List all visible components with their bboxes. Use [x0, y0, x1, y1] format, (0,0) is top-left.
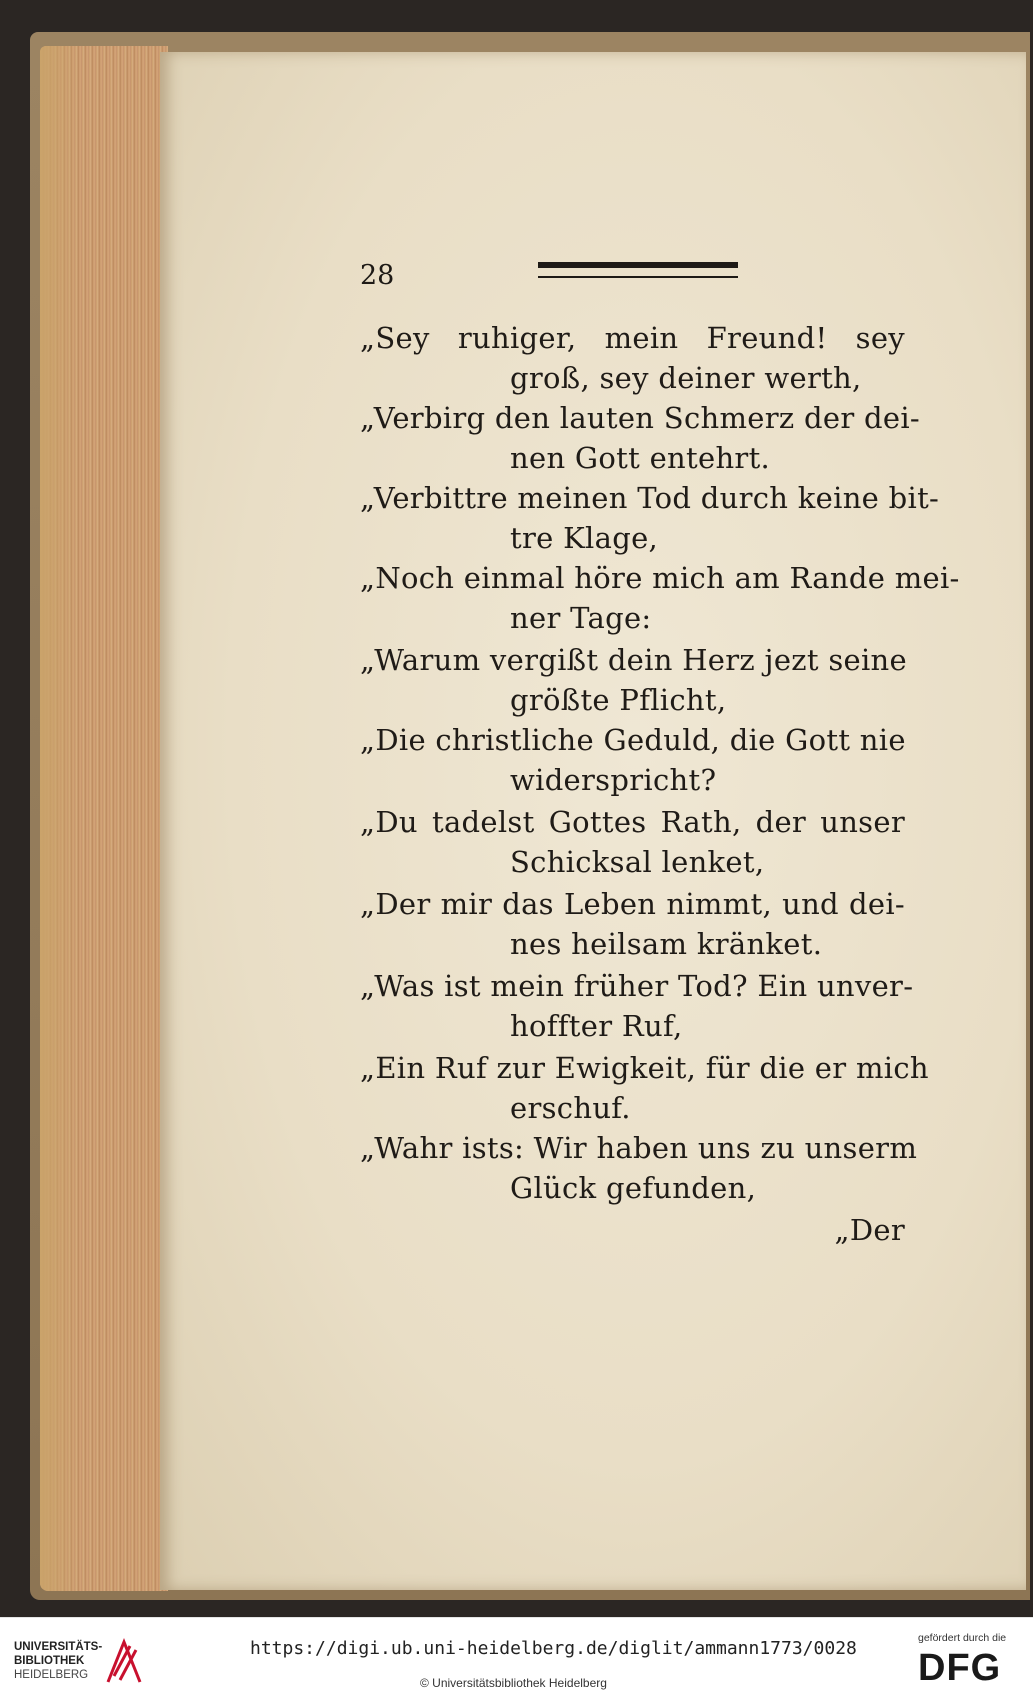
dfg-logo[interactable]: DFG [918, 1647, 1002, 1689]
text-line: tre Klage, [510, 521, 659, 555]
text-line: „Noch einmal höre mich am Rande mei- [360, 561, 960, 595]
permalink-url[interactable]: https://digi.ub.uni-heidelberg.de/diglit/ammann1773/0028 [250, 1638, 857, 1659]
header-rule-thick [538, 262, 738, 268]
library-logo-icon[interactable] [104, 1636, 144, 1686]
text-line: „Verbirg den lauten Schmerz der dei- [360, 401, 921, 435]
text-line: nen Gott entehrt. [510, 441, 771, 475]
catchword: „Der [834, 1213, 905, 1247]
text-line: „Der mir das Leben nimmt, und dei- [360, 887, 905, 921]
text-line: „Du tadelst Gottes Rath, der unser [360, 805, 905, 839]
text-line: „Verbittre meinen Tod durch keine bit- [360, 481, 940, 515]
funder-caption: gefördert durch die [918, 1632, 1007, 1644]
header-rule-thin [538, 276, 738, 278]
library-name-line3: HEIDELBERG [14, 1669, 89, 1681]
page-edges [40, 46, 168, 1591]
text-line: groß, sey deiner werth, [510, 361, 862, 395]
text-line: „Warum vergißt dein Herz jezt seine [360, 643, 907, 677]
text-line: „Sey ruhiger, mein Freund! sey [360, 321, 905, 355]
library-logo-text[interactable] [14, 1640, 102, 1682]
text-line: nes heilsam kränket. [510, 927, 823, 961]
text-line: „Ein Ruf zur Ewigkeit, für die er mich [360, 1051, 929, 1085]
text-line: „Die christliche Geduld, die Gott nie [360, 723, 906, 757]
text-line: widerspricht? [510, 763, 717, 797]
library-name-line2: BIBLIOTHEK [14, 1655, 85, 1667]
text-line: hoffter Ruf, [510, 1009, 683, 1043]
text-line: „Wahr ists: Wir haben uns zu unserm [360, 1131, 918, 1165]
text-line: ner Tage: [510, 601, 652, 635]
text-line: größte Pflicht, [510, 683, 727, 717]
library-name-line1: UNIVERSITÄTS- [14, 1641, 103, 1653]
text-line: Schicksal lenket, [510, 845, 765, 879]
page-number: 28 [360, 260, 395, 291]
copyright-text: © Universitätsbibliothek Heidelberg [420, 1676, 607, 1690]
viewer-footer [0, 1617, 1033, 1696]
text-line: „Was ist mein früher Tod? Ein unver- [360, 969, 914, 1003]
text-line: erschuf. [510, 1091, 631, 1125]
text-line: Glück gefunden, [510, 1171, 757, 1205]
